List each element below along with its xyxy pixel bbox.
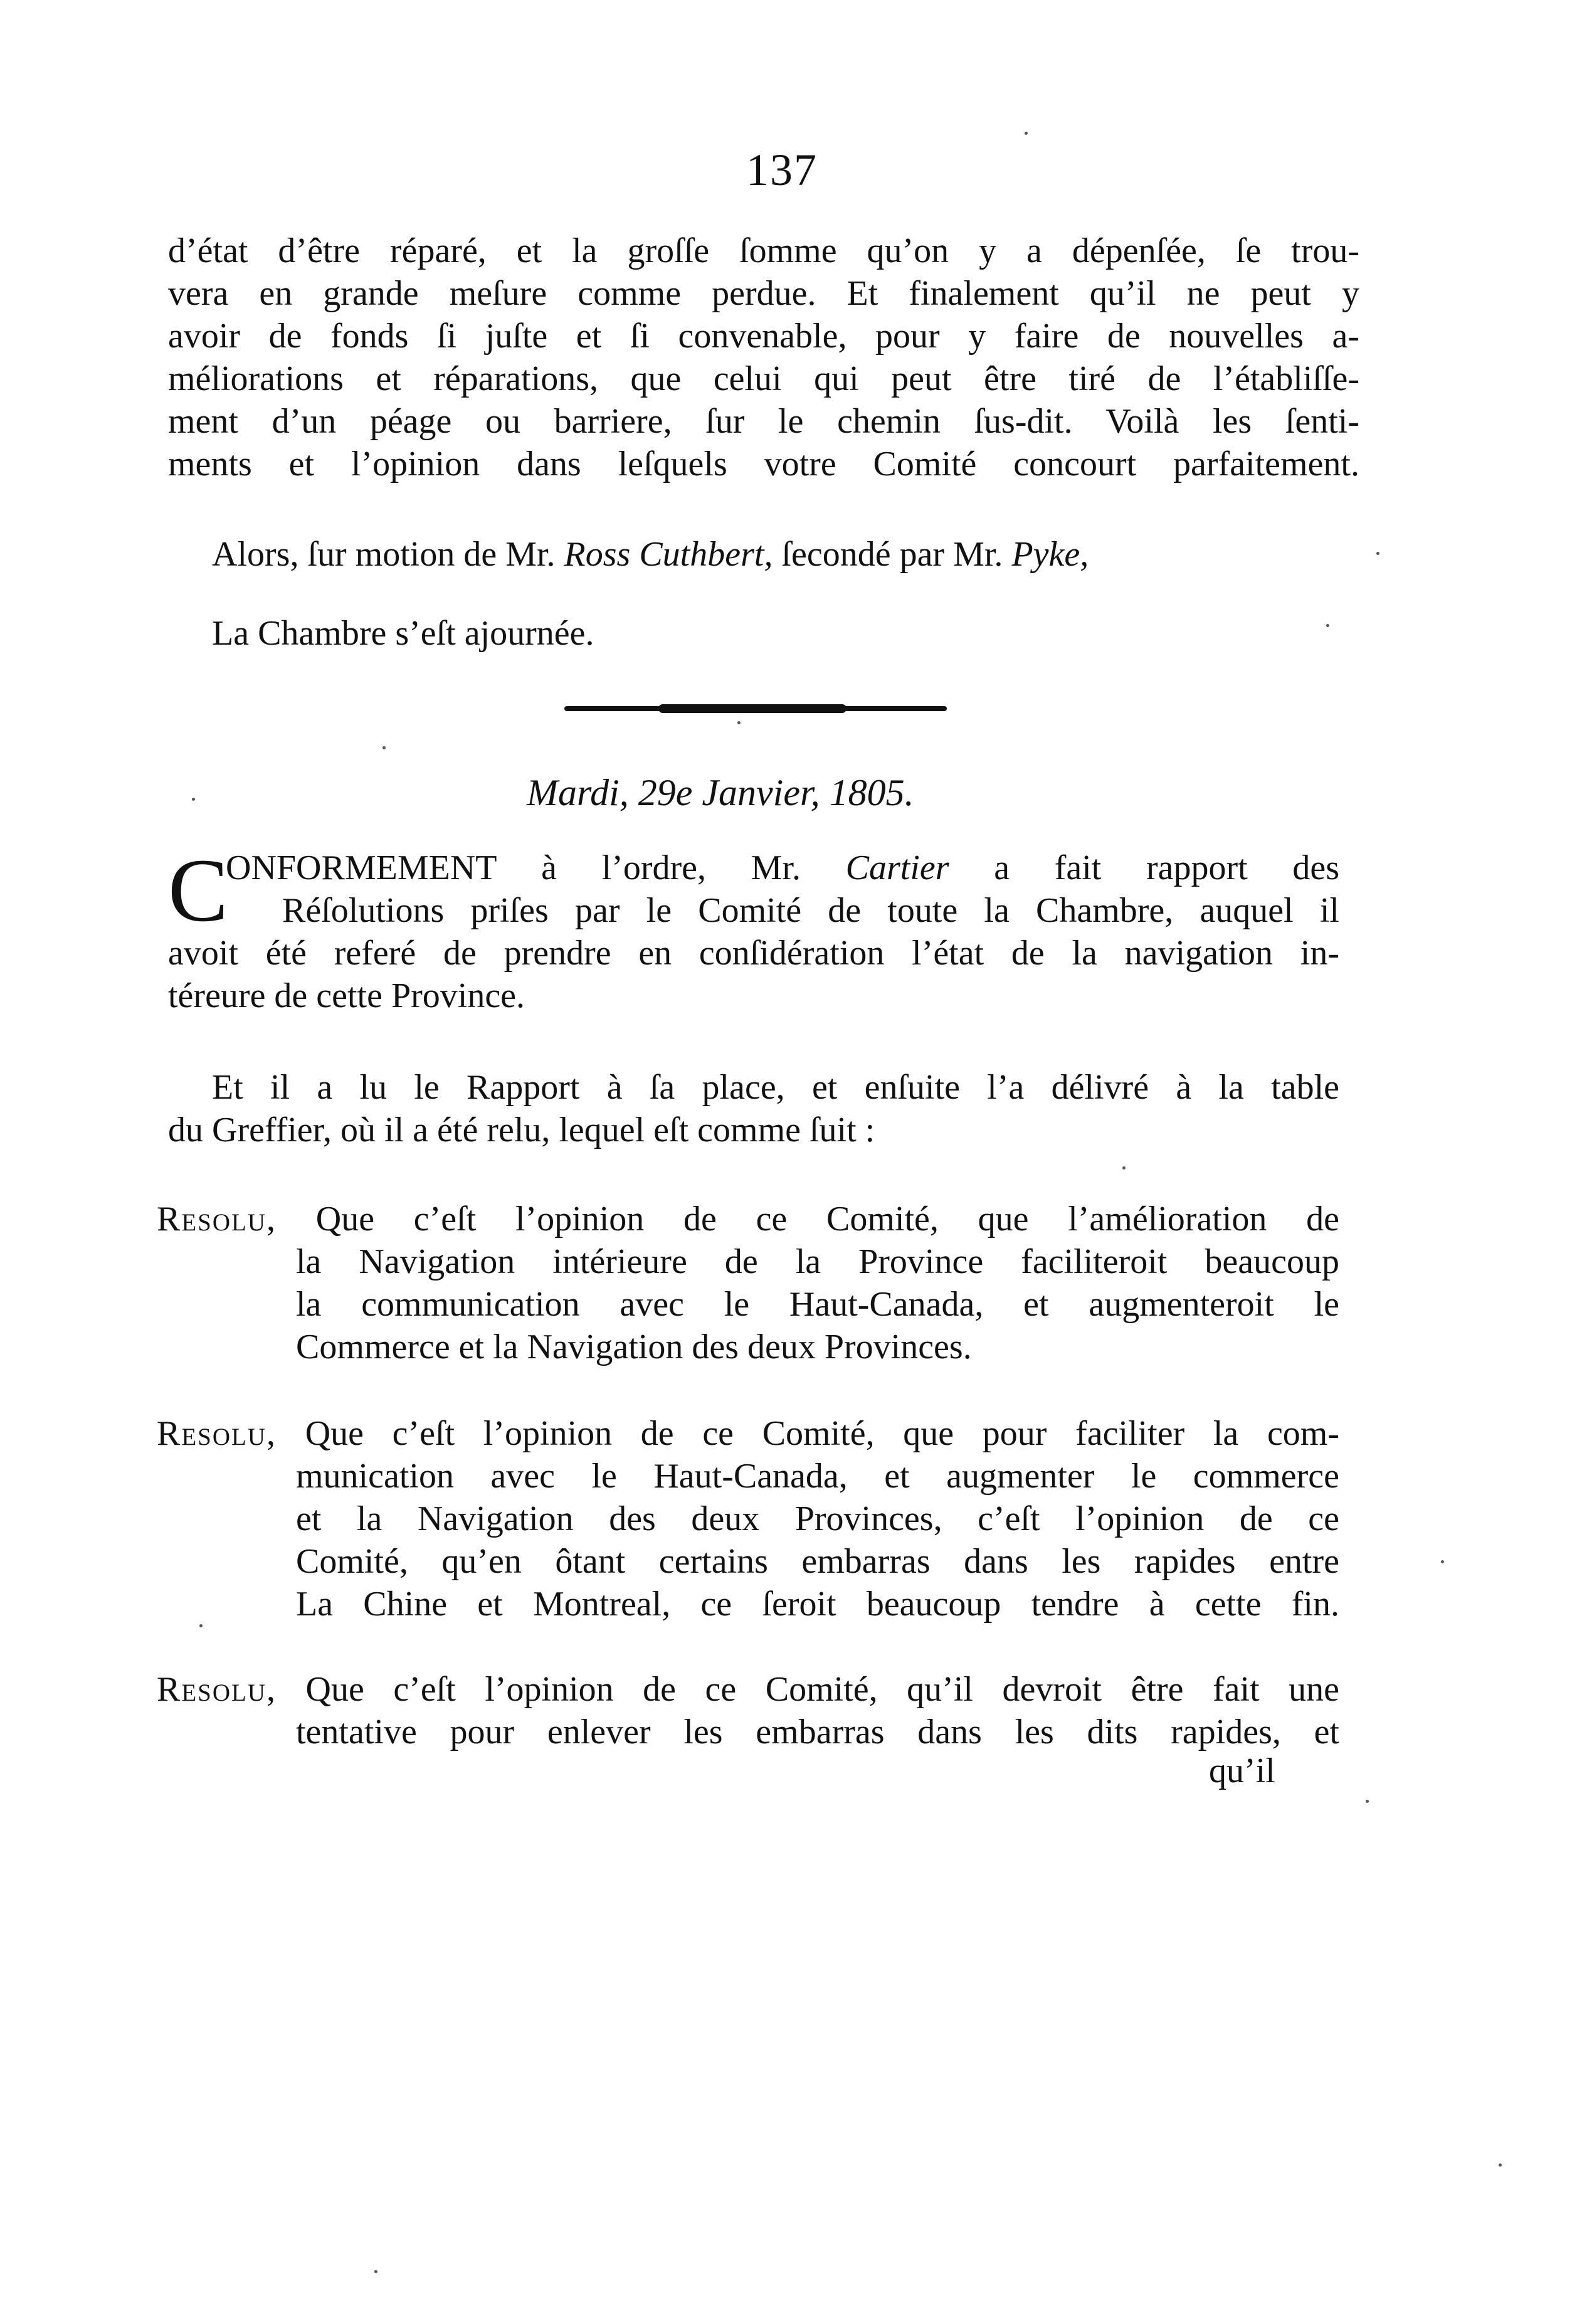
- text-line: ment d’un péage ou barriere, ſur le chemin ſus-dit. Voilà les ſenti-: [168, 402, 1359, 441]
- scan-speck: [199, 1624, 203, 1627]
- text-segment: ONFORMEMENT à l’ordre, Mr.: [226, 848, 846, 887]
- report-paragraph: [168, 1066, 1339, 1151]
- catchword: qu’il: [1209, 1751, 1275, 1790]
- resolution-label: Resolu,: [157, 1414, 277, 1453]
- text-segment: Que c’eſt l’opinion de ce Comité, que l’amélioration de: [315, 1200, 1340, 1239]
- section-divider: [564, 706, 947, 711]
- motion-text: Alors, ſur motion de Mr.: [212, 535, 564, 574]
- text-line: téreure de cette Province.: [168, 976, 525, 1015]
- text-line: vera en grande meſure comme perdue. Et finalement qu’il ne peut y: [168, 274, 1359, 313]
- text-line: du Greffier, où il a été relu, lequel eſt comme ſuit :: [168, 1111, 875, 1149]
- scan-speck: [737, 721, 741, 724]
- scan-speck: [1025, 132, 1028, 135]
- text-segment: Que c’eſt l’opinion de ce Comité, que pour faciliter la com-: [305, 1414, 1340, 1453]
- text-line: Comité, qu’en ôtant certains embarras dans les rapides entre: [296, 1542, 1339, 1581]
- resolution-label: Resolu,: [157, 1200, 277, 1239]
- text-line: Réſolutions priſes par le Comité de toute la Chambre, auquel il: [282, 891, 1339, 930]
- adjournment-line: La Chambre s’eſt ajournée.: [212, 614, 594, 653]
- text-line: [157, 1668, 1339, 1711]
- text-line: La Chine et Montreal, ce ſeroit beaucoup tendre à cette fin.: [296, 1585, 1339, 1624]
- scan-speck: [1366, 1800, 1369, 1803]
- text-line: avoit été referé de prendre en conſidération l’état de la navigation in-: [168, 934, 1339, 973]
- scan-speck: [1326, 624, 1329, 627]
- text-line: [157, 1412, 1339, 1455]
- page-number: 137: [746, 145, 818, 195]
- scan-speck: [374, 2270, 377, 2273]
- resolution-label: Resolu,: [157, 1670, 277, 1709]
- scan-speck: [1499, 2163, 1502, 2167]
- text-line: [157, 1198, 1339, 1240]
- text-line: munication avec le Haut-Canada, et augmenter le commerce: [296, 1457, 1339, 1496]
- text-segment: Que c’eſt l’opinion de ce Comité, qu’il devroit être fait une: [305, 1670, 1340, 1709]
- scan-speck: [1441, 1560, 1444, 1563]
- mover-name: Ross Cuthbert,: [564, 535, 773, 574]
- scan-speck: [1122, 1166, 1126, 1170]
- text-line: la Navigation intérieure de la Province faciliteroit beaucoup: [296, 1242, 1339, 1281]
- text-line: méliorations et réparations, que celui qui peut être tiré de l’établiſſe-: [168, 359, 1359, 398]
- text-line: avoir de fonds ſi juſte et ſi convenable, pour y faire de nouvelles a-: [168, 317, 1359, 356]
- text-line: ments et l’opinion dans leſquels votre Comité concourt parfaitement.: [168, 445, 1359, 483]
- resolution-3: [157, 1668, 1339, 1753]
- text-line: Et il a lu le Rapport à ſa place, et enſuite l’a délivré à la table: [212, 1068, 1339, 1107]
- date-heading: Mardi, 29e Janvier, 1805.: [527, 772, 914, 813]
- scan-speck: [382, 746, 386, 749]
- text-segment: a fait rapport des: [949, 848, 1339, 887]
- text-line: et la Navigation des deux Provinces, c’eſt l’opinion de ce: [296, 1499, 1339, 1538]
- member-name: Cartier: [845, 848, 949, 887]
- report-intro-paragraph: [168, 841, 1339, 1017]
- resolution-1: [157, 1198, 1339, 1368]
- text-line: tentative pour enlever les embarras dans les dits rapides, et: [296, 1713, 1339, 1751]
- motion-text: ſecondé par Mr.: [773, 535, 1012, 574]
- scan-speck: [192, 798, 195, 801]
- seconder-name: Pyke,: [1011, 535, 1089, 574]
- continuation-paragraph: [168, 230, 1359, 485]
- scan-speck: [1376, 552, 1379, 555]
- resolution-2: [157, 1412, 1339, 1625]
- text-line: la communication avec le Haut-Canada, et augmenteroit le: [296, 1285, 1339, 1324]
- motion-line: [212, 533, 1089, 576]
- drop-cap: C: [168, 841, 229, 941]
- text-line: [168, 847, 1339, 889]
- text-line: d’état d’être réparé, et la groſſe ſomme qu’on y a dépenſée, ſe trou-: [168, 231, 1359, 270]
- text-line: Commerce et la Navigation des deux Provinces.: [296, 1328, 972, 1366]
